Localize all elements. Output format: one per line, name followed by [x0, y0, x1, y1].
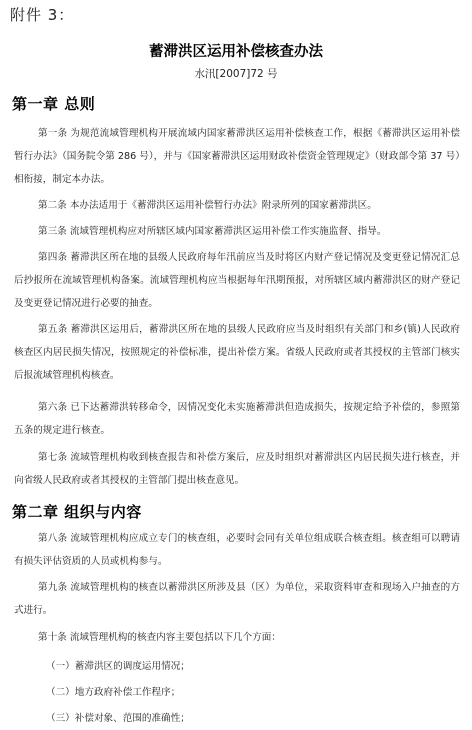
article-10: 第十条 流域管理机构的核查内容主要包括以下几个方面： [38, 632, 281, 643]
list-item: （三）补偿对象、范围的准确性； [46, 713, 190, 724]
list-item: （一）蓄滞洪区的调度运用情况； [46, 661, 190, 672]
article-8: 第八条 流域管理机构应成立专门的核查组，必要时会同有关单位组成联合核查组。核查组可以聘请有损失评估资质的人员或机构参与。 [14, 533, 460, 567]
document-title: 蓄滞洪区运用补偿核查办法 [149, 44, 323, 60]
chapter-heading-2: 第二章 组织与内容 [12, 503, 142, 521]
document-number: 水汛[2007]72 号 [194, 68, 278, 80]
chapter-heading-1: 第一章 总则 [12, 95, 96, 113]
article-1: 第一条 为规范流域管理机构开展流域内国家蓄滞洪区运用补偿核查工作，根据《蓄滞洪区运用补偿暂行办法》（国务院令第 286 号），并与《国家蓄滞洪区运用财政补偿资金管理规定》（财政部令第 37 号）相衔接，制定本办法。 [14, 128, 460, 185]
article-5: 第五条 蓄滞洪区运用后，蓄滞洪区所在地的县级人民政府应当及时组织有关部门和乡(镇)人民政府核查区内居民损失情况，按照规定的补偿标准，提出补偿方案。省级人民政府或者其授权的主管部门核实后报流域管理机构核查。 [14, 324, 460, 381]
article-6: 第六条 已下达蓄滞洪转移命令，因情况变化未实施蓄滞洪但造成损失，按规定给予补偿的，参照第五条的规定进行核查。 [14, 402, 460, 436]
attachment-label: 附件 3： [10, 6, 75, 24]
article-4: 第四条 蓄滞洪区所在地的县级人民政府每年汛前应当及时将区内财产登记情况及变更登记情况汇总后抄报所在流域管理机构备案。流域管理机构应当根据每年汛期预报，对所辖区域内蓄滞洪区的财产登记及变更登记情况进行必要的抽查。 [14, 252, 460, 309]
article-9: 第九条 流域管理机构的核查以蓄滞洪区所涉及县（区）为单位，采取资料审查和现场入户抽查的方式进行。 [14, 582, 460, 616]
list-item: （二）地方政府补偿工作程序； [46, 687, 181, 698]
article-3: 第三条 流域管理机构应对所辖区域内国家蓄滞洪区运用补偿工作实施监督、指导。 [38, 226, 387, 237]
article-2: 第二条 本办法适用于《蓄滞洪区运用补偿暂行办法》附录所列的国家蓄滞洪区。 [38, 200, 377, 211]
article-7: 第七条 流域管理机构收到核查报告和补偿方案后，应及时组织对蓄滞洪区内居民损失进行核查，并向省级人民政府或者其授权的主管部门提出核查意见。 [14, 452, 460, 486]
